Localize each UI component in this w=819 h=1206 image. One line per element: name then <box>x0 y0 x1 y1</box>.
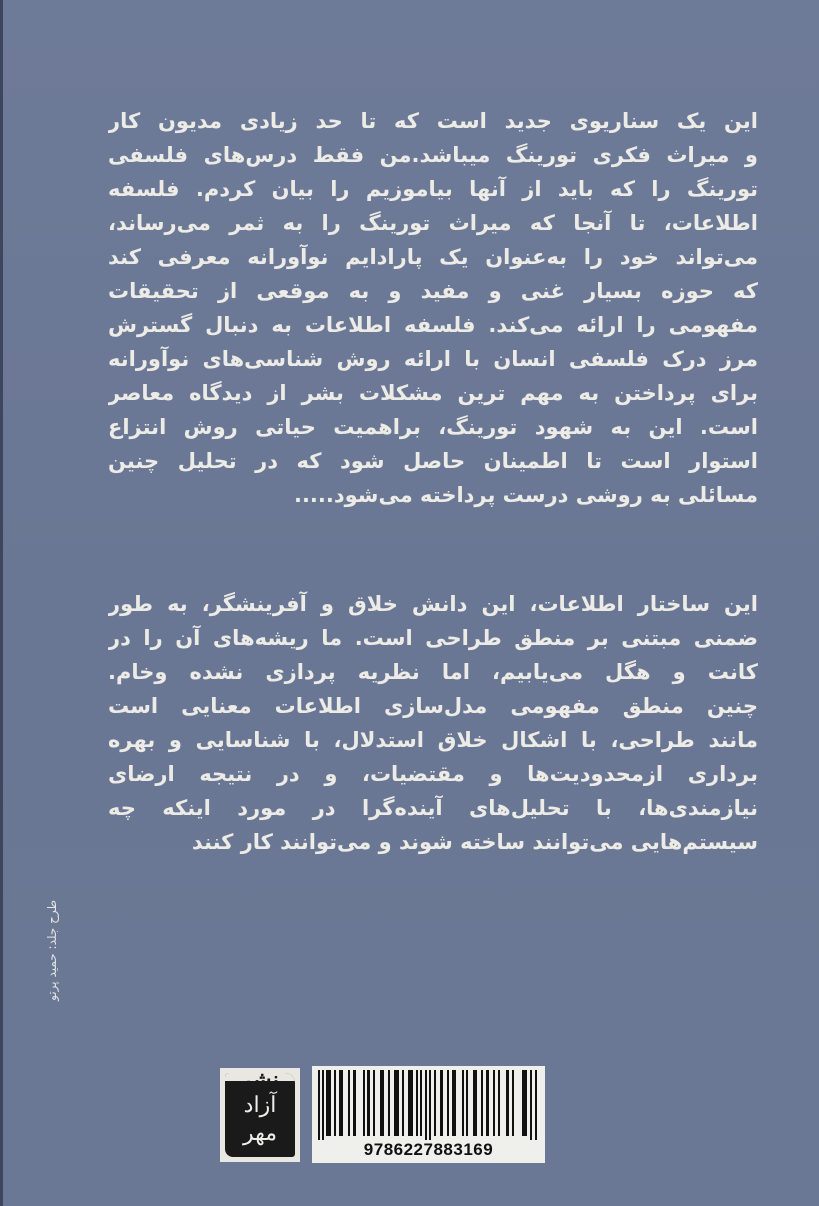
blurb-line: سیستم‌هایی می‌توانند ساخته شوند و می‌توانند کار کنند <box>191 830 758 854</box>
blurb-line: نیازمندی‌ها، با تحلیل‌های آینده‌گرا در مورد اینکه چه <box>108 796 758 820</box>
blurb-line: که حوزه بسیار غنی و مفید و به موقعی از تحقیقات <box>108 279 758 303</box>
publisher-logo <box>220 1068 300 1162</box>
blurb-line: ضمنی مبتنی بر منطق طراحی است. ما ریشه‌های آن را در <box>108 626 758 650</box>
blurb-line: چنین منطق مفهومی مدل‌سازی اطلاعات معنایی است <box>108 694 758 718</box>
blurb-line: مفهومی را ارائه می‌کند. فلسفه اطلاعات به دنبال گسترش <box>108 313 758 337</box>
publisher-logo-word: نشر <box>225 1073 295 1081</box>
blurb-line: این یک سناریوی جدید است که تا حد زیادی مدیون کار <box>108 109 758 133</box>
publisher-logo-word: آزاد <box>243 1093 277 1118</box>
blurb-line: است. این به شهود تورینگ، براهمیت حیاتی روش انتزاع <box>108 415 758 439</box>
barcode-bars-icon <box>316 1070 541 1140</box>
blurb-line: مسائلی به روشی درست پرداخته می‌شود..... <box>293 483 758 507</box>
blurb-line: کانت و هگل می‌یابیم، اما نظریه پردازی نشده وخام. <box>108 660 758 684</box>
blurb-line: اطلاعات، تا آنجا که میراث تورینگ را به ثمر می‌رساند، <box>108 211 758 235</box>
publisher-logo-mark <box>225 1073 295 1157</box>
blurb-line: و میراث فکری تورینگ میباشد.من فقط درس‌های فلسفی <box>108 143 758 167</box>
blurb-paragraph-1 <box>108 104 758 512</box>
blurb-line: این ساختار اطلاعات، این دانش خلاق و آفرینشگر، به طور <box>108 592 758 616</box>
cover-design-credit: طرح جلد: حمید پرتو <box>45 900 59 1001</box>
isbn-barcode <box>312 1066 545 1163</box>
blurb-line: استوار است تا اطمینان حاصل شود که در تحلیل چنین <box>108 449 758 473</box>
blurb-line: مانند طراحی، با اشکال خلاق استدلال، با شناسایی و بهره <box>108 728 758 752</box>
isbn-number: 9786227883169 <box>363 1140 494 1159</box>
blurb-line: مرز درک فلسفی انسان با ارائه روش شناسی‌های نوآورانه <box>108 347 758 371</box>
blurb-line: می‌تواند خود را به‌عنوان یک پارادایم نوآورانه معرفی کند <box>108 245 758 269</box>
publisher-logo-word: مهر <box>242 1121 278 1146</box>
blurb-line: برای پرداختن به مهم ترین مشکلات بشر از دیدگاه معاصر <box>108 381 758 405</box>
spine-edge <box>0 0 3 1206</box>
blurb-line: برداری ازمحدودیت‌ها و مقتضیات، و در نتیجه ارضای <box>108 762 758 786</box>
blurb-paragraph-2 <box>108 587 758 859</box>
blurb-line: تورینگ را که باید از آنها بیاموزیم را بیان کردم. فلسفه <box>108 177 758 201</box>
